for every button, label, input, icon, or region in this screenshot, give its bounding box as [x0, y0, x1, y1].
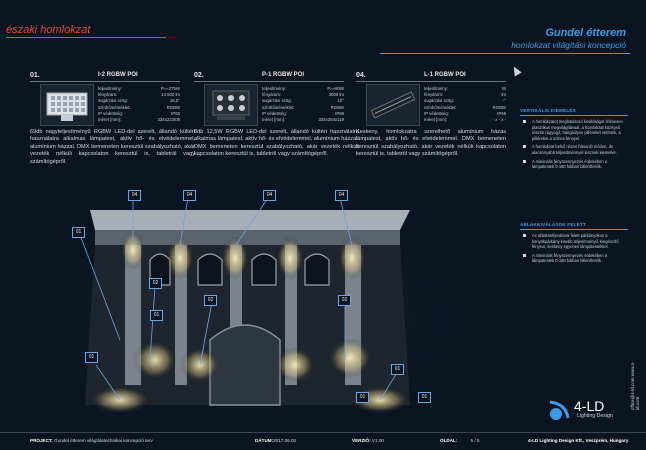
fixture-tag: 04 [128, 190, 141, 201]
page-footer [0, 432, 646, 450]
product-name: L-1 RGBW POI [424, 72, 466, 78]
product-divider [30, 81, 180, 82]
spec-value: RGBW [166, 104, 180, 110]
product-specs [98, 86, 180, 123]
sidebar-heading: ABLAKKIVÁLÁSOK FELETT [520, 222, 628, 230]
spec-key: sugárzási szög: [98, 98, 128, 104]
footer-version [352, 438, 384, 443]
product-number: 04. [356, 72, 366, 79]
fixture-tag: 01 [72, 227, 85, 238]
footer-company-text: 4-LD Lighting Design Kft., Veszprém, Hungary [528, 438, 629, 443]
footer-label: VERZIÓ: [352, 438, 371, 443]
sidebar-block-vertical [520, 108, 628, 173]
spec-key: sugárzási szög: [424, 98, 454, 104]
spec-value: lm [501, 92, 506, 98]
sidebar-heading: VERTIKÁLIS KIEMELÉS [520, 108, 628, 116]
spec-key: méret [mm]: [424, 117, 447, 123]
spec-value: 16,5° [169, 98, 180, 104]
spec-key: fényáram: [98, 92, 118, 98]
spec-key: teljesítmény: [98, 86, 123, 91]
footer-value: 5 / 5 [470, 438, 480, 443]
section-title: északi homlokzat [6, 24, 91, 36]
spec-value: P=≈275W [161, 86, 180, 91]
fixture-tag: 01 [85, 352, 98, 363]
spec-value: IP66 [335, 110, 344, 116]
sidebar-block-windows [520, 222, 628, 267]
fixture-tag: 01 [150, 310, 163, 321]
spec-value: IP66 [497, 110, 506, 116]
spec-value: P=≈90W [327, 86, 344, 91]
spec-key: teljesítmény: [424, 86, 449, 91]
footer-value: V1.00 [371, 438, 384, 443]
contact-vertical-text: office@4-ld.com www.4-ld.com [630, 361, 640, 410]
sidebar-paragraph: A minimális fényszennyezés érdekében a lámpatestek 0-180 fokban billenthetők. [532, 159, 628, 170]
spec-value: 334x254x119 [318, 117, 344, 123]
spec-key: színhőmérséklet: [424, 104, 457, 110]
product-number: 02. [194, 72, 204, 79]
spec-key: színhőmérséklet: [98, 104, 131, 110]
footer-label: DÁTUM: [255, 438, 274, 443]
spec-key: IP védettség: [98, 110, 124, 116]
spec-value: RGBW [492, 104, 506, 110]
footer-label: OLDAL: [440, 438, 458, 443]
spec-key: IP védettség: [424, 110, 450, 116]
brand-subtitle: homlokzat világítási koncepció [511, 40, 626, 50]
section-underline [6, 37, 166, 38]
fixture-tag: 04 [335, 190, 348, 201]
spec-key: színhőmérséklet: [262, 104, 295, 110]
fixture-tag: 01 [391, 364, 404, 375]
spec-value: IP66 [171, 110, 180, 116]
company-logo-subtitle: Lighting Design [577, 413, 613, 419]
spec-key: fényáram: [424, 92, 444, 98]
footer-value: Gundel étterem világítástechnikai koncepció terv [54, 438, 153, 443]
company-logo-text: 4-LD [574, 398, 605, 414]
footer-page [440, 438, 480, 443]
spec-value: 3000 lm [328, 92, 344, 98]
spec-value: 14 500 lm [161, 92, 180, 98]
product-specs [424, 86, 506, 123]
product-name: I-2 RGBW POI [98, 72, 138, 78]
sidebar-paragraph: A minimális fényszennyezés érdekében a lámpatestek 0-180 fokban billenthetők. [532, 253, 628, 264]
spec-key: fényáram: [262, 92, 282, 98]
footer-label: PROJECT: [30, 438, 53, 443]
product-number: 01. [30, 72, 40, 79]
spec-value: 10° [337, 98, 344, 104]
fixture-tag: 04 [263, 190, 276, 201]
product-divider [356, 81, 506, 82]
sidebar-paragraph: A homlokzat belső részei hasonló módon, de alacsonyabb teljesítménnyel lesznek kiemelve. [532, 144, 628, 155]
spec-value: -° [502, 98, 506, 104]
product-specs [262, 86, 344, 123]
spec-key: méret [mm]: [98, 117, 121, 123]
spec-value: W [501, 86, 506, 91]
spec-key: méret [mm]: [262, 117, 285, 123]
footer-value: 2017.06.02 [273, 438, 297, 443]
fixture-tag: 01 [356, 392, 369, 403]
floodlight-fixture-icon [40, 84, 94, 126]
company-logo-icon [546, 400, 572, 424]
brand-divider [380, 53, 630, 54]
product-description: 8db 12,5W RGBW LED-del szerelt, állandó kültéri használatra alkalmas lámpatest, aktív hő- és elvédelemmel, alumínium házzal. DMX bemeneten keresztül szabályozható, akár vezeték nélküli kapcsolaton keresztül is, tabletröl vagy számítógépről. [194, 129, 359, 158]
sidebar-paragraph: A homlokzatot meghatározó kiválóságot ízlésesen plasztikus megvilágítással, a homlokzat középső részén ragyogó, hangsúlyos pilléreket vetítünk, a pilléreket a színes fénnyel. [532, 119, 628, 141]
mouse-cursor-icon [510, 65, 521, 77]
product-description: 69db nagyteljesítményű RGBW LED-del szerelt, állandó kültéri használatra alkalmas lámpatest, aktív hő- és elvédelemmel, alumínium házzal. DMX bemeneten keresztül szabályozható, akár vezeték nélküli kapcsolaton keresztül is, tableträl vagy számítógépről. [30, 129, 195, 165]
spec-value: 334x223/05 [157, 117, 180, 123]
fixture-tag: 04 [183, 190, 196, 201]
spec-value: - x - x - [492, 117, 506, 123]
spec-key: teljesítmény: [262, 86, 287, 91]
fixture-tag: 02 [338, 295, 351, 306]
linear-fixture-icon [366, 84, 420, 126]
spec-value: RGBW [330, 104, 344, 110]
sidebar-paragraph: Az ablakmélyedések felett párkányokon a könyökpárkány kisebb teljesítményű, kiegészítő fénysor, keskeny egyenes lámpatestekkel. [532, 233, 628, 250]
fixture-tag: 02 [204, 295, 217, 306]
fixture-tag: 02 [149, 278, 162, 289]
brand-title: Gundel étterem [545, 27, 626, 39]
spec-key: sugárzási szög: [262, 98, 292, 104]
product-name: P-1 RGBW POI [262, 72, 305, 78]
spec-key: IP védettség: [262, 110, 288, 116]
product-divider [194, 81, 344, 82]
fixture-tag: 01 [418, 392, 431, 403]
footer-company [528, 438, 628, 443]
footer-date [255, 438, 296, 443]
product-description: Keskeny, homlokzatra szerelhető alumínium házas lámpatest, aktív hő- és elvédelemmel. DMX bemeneten keresztül szabályozható, akár vezeték nélküli kapcsolaton keresztül is, tabletröl vagy számítógépről. [356, 129, 506, 158]
spotlight-fixture-icon [204, 84, 258, 126]
footer-project [30, 438, 153, 443]
